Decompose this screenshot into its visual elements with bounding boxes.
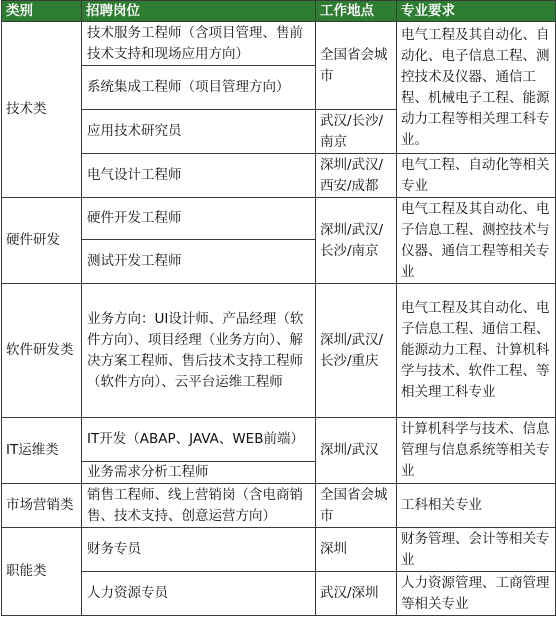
location-cell: 全国省会城市 — [316, 22, 397, 110]
table-row — [2, 572, 556, 616]
table-row — [2, 22, 556, 66]
major-cell: 人力资源管理、工商管理等相关专业 — [397, 572, 556, 616]
location-cell: 武汉/深圳 — [316, 572, 397, 616]
header-position: 招聘岗位 — [82, 1, 316, 22]
major-cell: 工科相关专业 — [397, 484, 556, 528]
position-cell: 系统集成工程师（项目管理方向） — [82, 66, 316, 110]
position-cell: 电气设计工程师 — [82, 154, 316, 198]
major-cell: 电气工程、自动化等相关专业 — [397, 154, 556, 198]
position-cell: 业务方向：UI设计师、产品经理（软件方向）、项目经理（业务方向）、解决方案工程师、售后技术支持工程师（软件方向）、云平台运维工程师 — [82, 284, 316, 418]
recruitment-table — [1, 0, 556, 616]
location-cell: 深圳/武汉 — [316, 418, 397, 484]
major-cell: 电气工程及其自动化、电子信息工程、测控技术与仪器、通信工程等相关专业 — [397, 198, 556, 284]
table-row — [2, 528, 556, 572]
position-cell: 技术服务工程师（含项目管理、售前技术支持和现场应用方向） — [82, 22, 316, 66]
location-cell: 武汉/长沙/南京 — [316, 110, 397, 154]
position-cell: 测试开发工程师 — [82, 240, 316, 284]
header-major: 专业要求 — [397, 1, 556, 22]
table-row — [2, 198, 556, 240]
table-row — [2, 484, 556, 528]
category-cell: 技术类 — [2, 22, 82, 198]
location-cell: 深圳/武汉/西安/成都 — [316, 154, 397, 198]
position-cell: 人力资源专员 — [82, 572, 316, 616]
header-row — [2, 1, 556, 22]
header-location: 工作地点 — [316, 1, 397, 22]
category-cell: 市场营销类 — [2, 484, 82, 528]
major-cell: 计算机科学与技术、信息管理与信息系统等相关专业 — [397, 418, 556, 484]
category-cell: 硬件研发 — [2, 198, 82, 284]
table-row — [2, 154, 556, 198]
position-cell: 硬件开发工程师 — [82, 198, 316, 240]
category-cell: 软件研发类 — [2, 284, 82, 418]
major-cell: 电气工程及其自动化、自动化、电子信息工程、测控技术及仪器、通信工程、机械电子工程、能源动力工程等相关理工科专业。 — [397, 22, 556, 154]
category-cell: IT运维类 — [2, 418, 82, 484]
location-cell: 全国省会城市 — [316, 484, 397, 528]
table-row — [2, 418, 556, 462]
location-cell: 深圳 — [316, 528, 397, 572]
position-cell: 财务专员 — [82, 528, 316, 572]
position-cell: 应用技术研究员 — [82, 110, 316, 154]
header-category: 类别 — [2, 1, 82, 22]
position-cell: IT开发（ABAP、JAVA、WEB前端） — [82, 418, 316, 462]
position-cell: 业务需求分析工程师 — [82, 462, 316, 484]
location-cell: 深圳/武汉/长沙/重庆 — [316, 284, 397, 418]
major-cell: 电气工程及其自动化、电子信息工程、通信工程、能源动力工程、计算机科学与技术、软件工程、等相关理工科专业 — [397, 284, 556, 418]
position-cell: 销售工程师、线上营销岗（含电商销售、技术支持、创意运营方向） — [82, 484, 316, 528]
table-row — [2, 284, 556, 418]
location-cell: 深圳/武汉/长沙/南京 — [316, 198, 397, 284]
category-cell: 职能类 — [2, 528, 82, 616]
major-cell: 财务管理、会计等相关专业 — [397, 528, 556, 572]
